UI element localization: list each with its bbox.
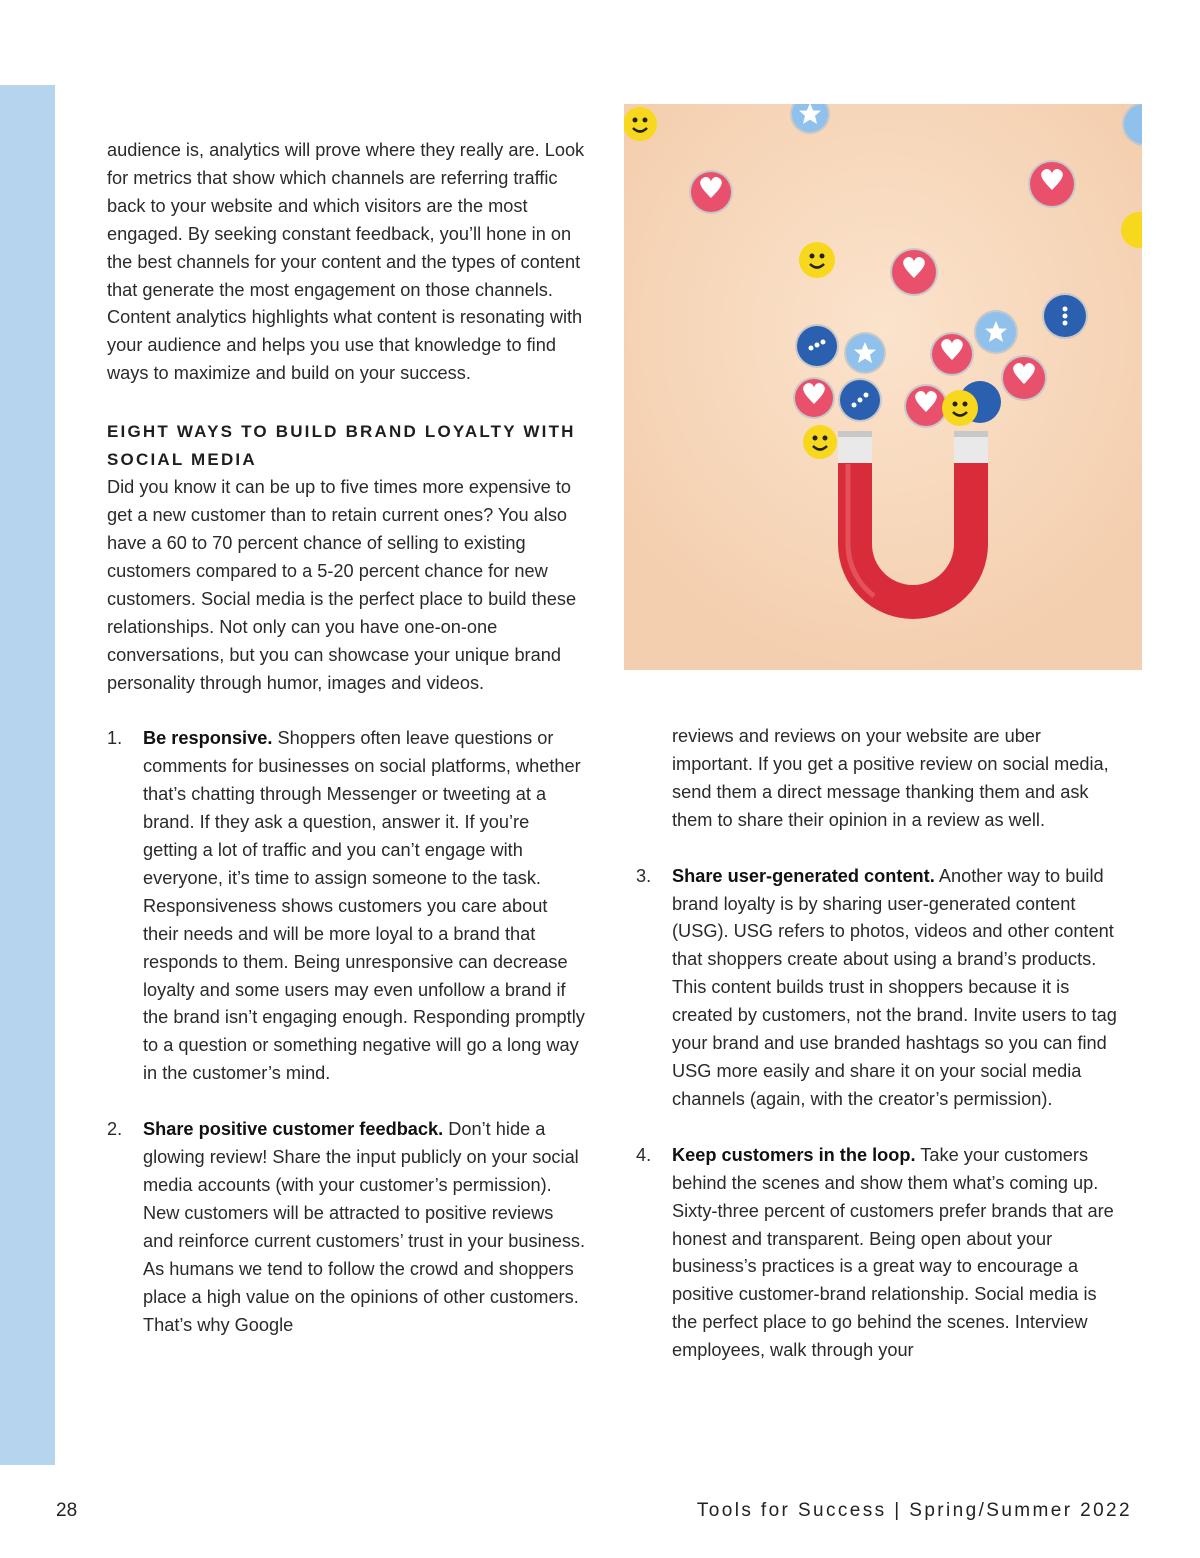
list-number: 4. [636, 1144, 652, 1165]
list-item-4 [636, 1142, 1126, 1365]
chat-bubble-icon [795, 324, 839, 368]
list-item-text: Don’t hide a glowing review! Share the input publicly on your social media accounts (with your customer’s permission). New customers will be attracted to positive reviews and reinforce current customers’ trust in your business. As humans we tend to follow the crowd and shoppers place a high value on the opinions of other customers. That’s why Google [143, 1119, 586, 1335]
page-number: 28 [56, 1500, 78, 1521]
heart-icon [930, 332, 974, 376]
list-number: 1. [107, 728, 123, 749]
list-item-text: Another way to build brand loyalty is by sharing user-generated content (USG). USG refers to photos, videos and other content that shoppers create about using a brand’s products. This content builds trust in shoppers because it is created by customers, not the brand. Invite users to tag your brand and use branded hashtags so you can find USG more easily and share it on your social media channels (again, with the creator’s permission). [672, 865, 1117, 1109]
smiley-emoji-icon [799, 242, 835, 278]
section-heading: EIGHT WAYS TO BUILD BRAND LOYALTY WITH SOCIAL MEDIA [107, 422, 576, 470]
list-item-title: Be responsive. [143, 728, 273, 749]
heart-icon [1028, 160, 1076, 208]
chat-bubble-icon [1042, 293, 1088, 339]
star-icon [844, 332, 886, 374]
sidebar-accent-bar [0, 85, 55, 1465]
intro-paragraph: audience is, analytics will prove where they really are. Look for metrics that show which channels are referring traffic back to your website and which visitors are the most engaged. By seeking constant feedback, you’ll hone in on the best channels for your content and the types of content that generate the most engagement on those channels. Content analytics highlights what content is resonating with your audience and helps you use that knowledge to find ways to maximize and build on your success. [107, 140, 585, 384]
left-column [107, 137, 587, 1339]
list-item-title: Keep customers in the loop. [672, 1144, 916, 1165]
smiley-emoji-icon [803, 425, 837, 459]
section-paragraph: Did you know it can be up to five times more expensive to get a new customer than to retain current ones? You also have a 60 to 70 percent chance of selling to existing customers compared to a 5-20 percent chance for new customers. Social media is the perfect place to build these relationships. Not only can you have one-on-one conversations, but you can showcase your unique brand personality through humor, images and videos. [107, 477, 577, 693]
smiley-emoji-icon [942, 390, 978, 426]
list-number: 2. [107, 1119, 123, 1140]
list-item-text: Shoppers often leave questions or comments for businesses on social platforms, whether that’s chatting through Messenger or tweeting at a brand. If they ask a question, answer it. If you’re getting a lot of traffic and you can’t engage with everyone, it’s time to assign someone to the task. Responsiveness shows customers you care about their needs and will be more loyal to a brand that responds to them. Being unresponsive can decrease loyalty and some users may even unfollow a brand if the brand isn’t engaging enough. Responding promptly to a question or something negative will go a long way in the customer’s mind. [143, 728, 585, 1084]
star-icon [974, 310, 1018, 354]
list-item-text: Take your customers behind the scenes and show them what’s coming up. Sixty-three percent of customers prefer brands that are honest and transparent. Being open about your business’s practices is a great way to encourage a positive customer-brand relationship. Social media is the perfect place to go behind the scenes. Interview employees, walk through your [672, 1144, 1114, 1361]
publication-title: Tools for Success | Spring/Summer 2022 [696, 1500, 1132, 1521]
heart-icon [793, 377, 835, 419]
list-item-title: Share user-generated content. [672, 865, 935, 886]
list-item-3 [636, 863, 1126, 1114]
list-number: 3. [636, 865, 652, 886]
heart-icon [1001, 355, 1047, 401]
magnet-photo [624, 104, 1142, 670]
list-item-2-continuation: reviews and reviews on your website are uber important. If you get a positive review on social media, send them a direct message thanking them and ask them to share their opinion in a review as well. [672, 726, 1109, 830]
heart-icon [904, 384, 948, 428]
list-item-title: Share positive customer feedback. [143, 1119, 444, 1140]
right-column [636, 723, 1126, 1365]
heart-icon [890, 248, 938, 296]
chat-bubble-icon [838, 378, 882, 422]
list-item-2 [107, 1116, 587, 1339]
smiley-emoji-icon [624, 107, 657, 141]
list-item-1 [107, 725, 587, 1088]
heart-icon [689, 170, 733, 214]
